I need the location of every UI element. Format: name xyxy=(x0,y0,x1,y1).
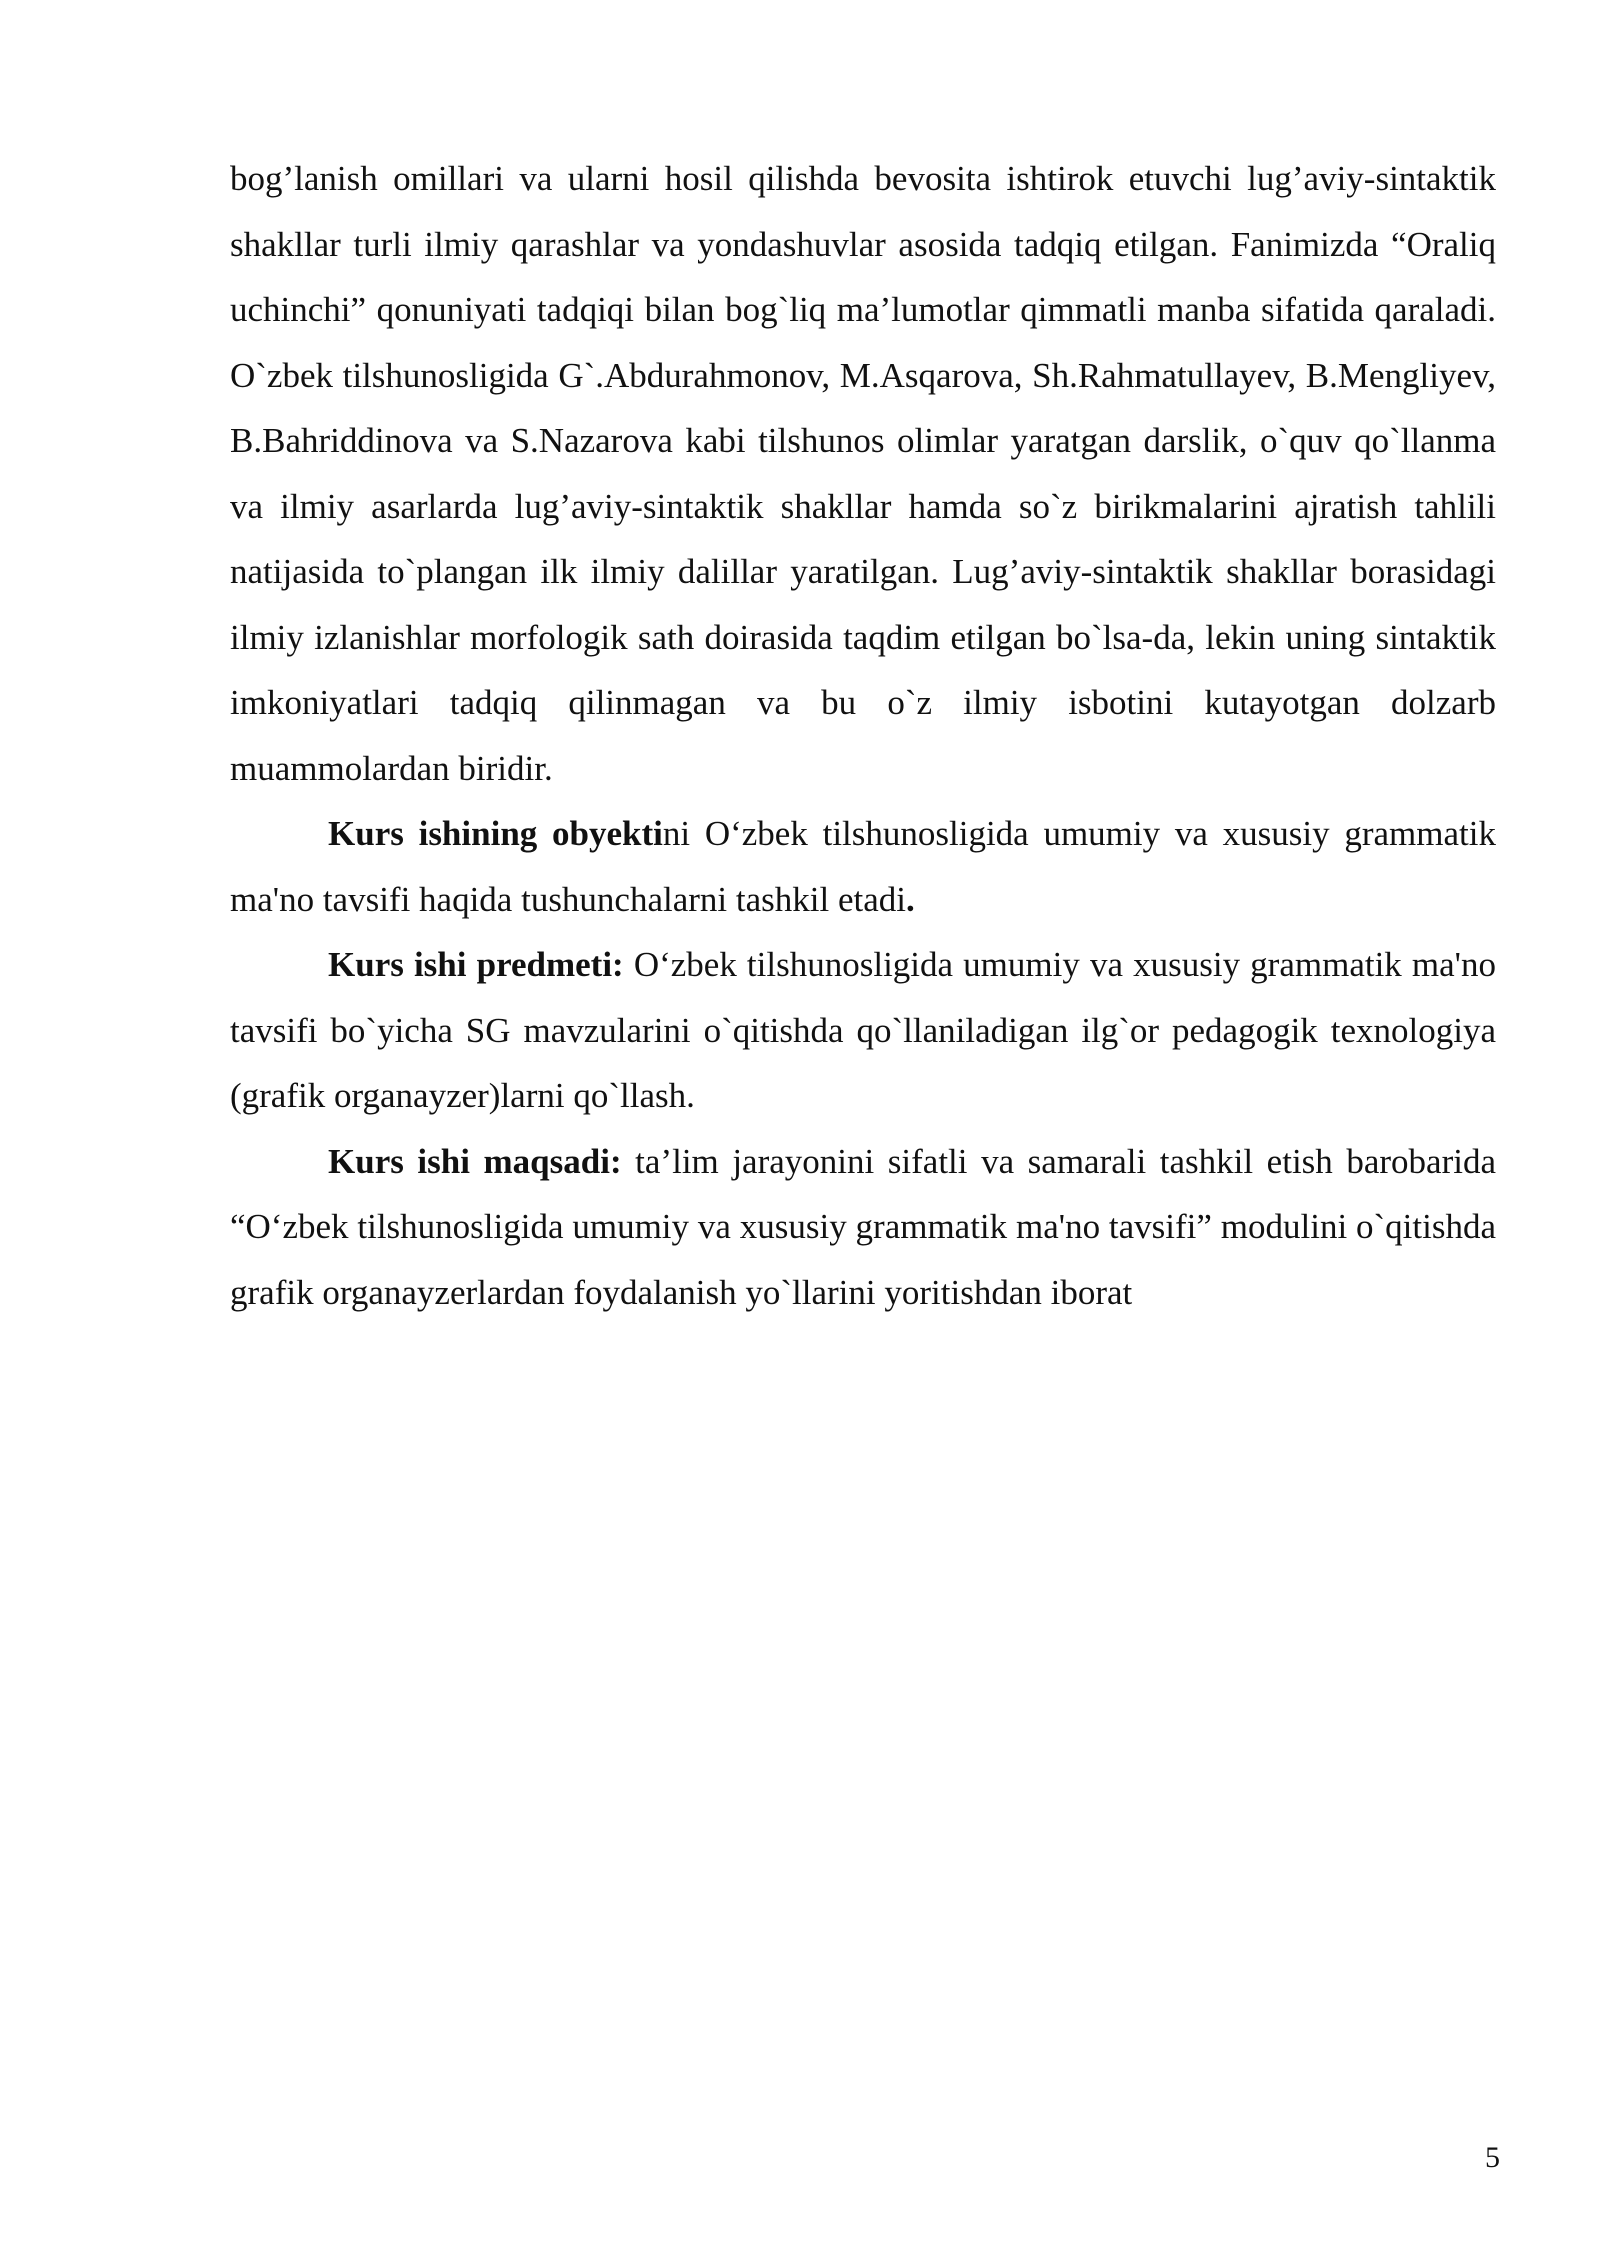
intro-paragraph xyxy=(230,146,1496,801)
course-work-subject-heading: Kurs ishi predmeti: xyxy=(328,945,624,984)
course-work-subject-text: O‘zbek tilshunosligida umumiy va xususiy grammatik ma'no tavsifi bo`yicha SG mavzularini o`qitishda qo`llaniladigan ilg`or pedagogik texnologiya (grafik organayzer)larni qo`llash. xyxy=(230,945,1496,1115)
course-work-goal-paragraph xyxy=(230,1129,1496,1326)
course-work-object-text: ni O‘zbek tilshunosligida umumiy va xususiy grammatik ma'no tavsifi haqida tushunchalarni tashkil etadi xyxy=(230,814,1496,919)
course-work-object-heading: Kurs ishining obyekti xyxy=(328,814,663,853)
course-work-subject-paragraph xyxy=(230,932,1496,1129)
document-body xyxy=(230,146,1496,1325)
course-work-object-end: . xyxy=(906,879,915,919)
course-work-object-paragraph xyxy=(230,801,1496,932)
intro-paragraph-text: bog’lanish omillari va ularni hosil qilishda bevosita ishtirok etuvchi lug’aviy-sintaktik shakllar turli ilmiy qarashlar va yondashuvlar asosida tadqiq etilgan. Fanimizda “Oraliq uchinchi” qonuniyati tadqiqi bilan bog`liq ma’lumotlar qimmatli manba sifatida qaraladi. O`zbek tilshunosligida G`.Abdurahmonov, M.Asqarova, Sh.Rahmatullayev, B.Mengliyev, B.Bahriddinova va S.Nazarova kabi tilshunos olimlar yaratgan darslik, o`quv qo`llanma va ilmiy asarlarda lug’aviy-sintaktik shakllar hamda so`z birikmalarini ajratish tahlili natijasida to`plangan ilk ilmiy dalillar yaratilgan. Lug’aviy-sintaktik shakllar borasidagi ilmiy izlanishlar morfologik sath doirasida taqdim etilgan bo`lsa-da, lekin uning sintaktik imkoniyatlari tadqiq qilinmagan va bu o`z ilmiy isbotini kutayotgan dolzarb muammolardan biridir. xyxy=(230,159,1496,788)
course-work-goal-text: ta’lim jarayonini sifatli va samarali tashkil etish barobarida “O‘zbek tilshunosligida umumiy va xususiy grammatik ma'no tavsifi” modulini o`qitishda grafik organayzerlardan foydalanish yo`llarini yoritishdan iborat xyxy=(230,1141,1496,1312)
course-work-goal-heading: Kurs ishi maqsadi: xyxy=(328,1141,622,1181)
page-number: 5 xyxy=(1485,2141,1500,2174)
